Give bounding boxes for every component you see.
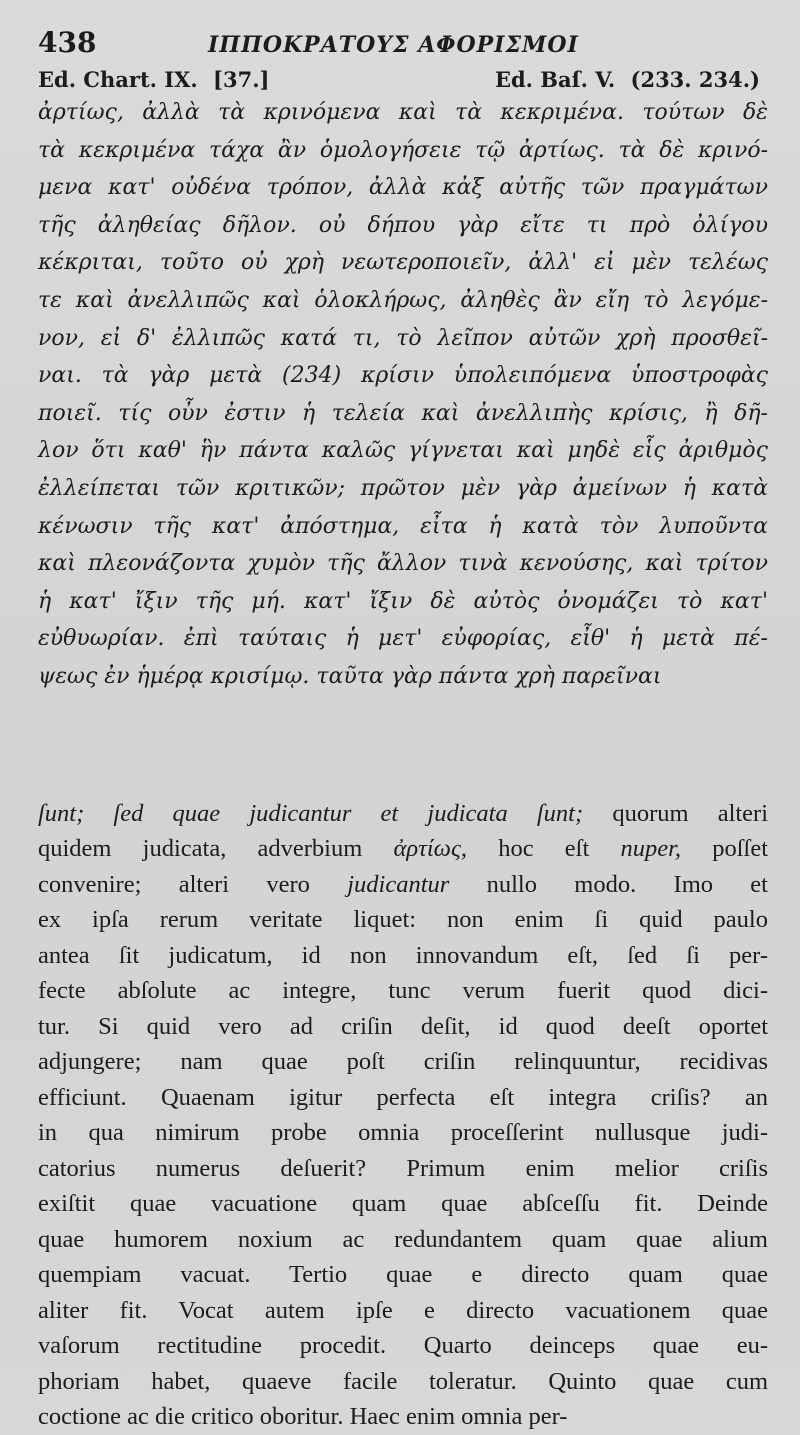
greek-text [38, 94, 768, 696]
latin-text [38, 796, 768, 1435]
latin-line: fecte abſolute ac integre, tunc verum fuerit quod dici- [38, 977, 768, 1004]
greek-line: ψεως ἐν ἡμέρᾳ κρισίμῳ. ταῦτα γὰρ πάντα χρὴ παρεῖναι [38, 663, 662, 689]
latin-line [38, 831, 768, 867]
latin-phrase: nullo modo. Imo et [486, 870, 768, 898]
greek-line: μενα κατ' οὐδένα τρόπον, ἀλλὰ κἀξ αὐτῆς τῶν πραγμάτων [38, 175, 768, 201]
latin-line [38, 796, 768, 832]
latin-line: coctione ac die critico oboritur. Haec enim omnia per- [38, 1403, 568, 1430]
greek-line: τῆς ἀληθείας δῆλον. οὐ δήπου γὰρ εἴτε τι πρὸ ὀλίγου [38, 212, 768, 238]
latin-line: efficiunt. Quaenam igitur perfecta eſt integra criſis? an [38, 1083, 768, 1111]
latin-line: in qua nimirum probe omnia proceſſerint nullusque judi- [38, 1119, 768, 1146]
greek-line: κένωσιν τῆς κατ' ἀπόστημα, εἶτα ἡ κατὰ τὸν λυποῦντα [38, 513, 768, 539]
greek-line: ναι. τὰ γὰρ μετὰ (234) κρίσιν ὑπολειπόμενα ὑποστροφὰς [38, 363, 768, 389]
greek-line: νον, εἰ δ' ἐλλιπῶς κατά τι, τὸ λεῖπον αὐτῶν χρὴ προσθεῖ- [38, 325, 768, 351]
greek-line: καὶ πλεονάζοντα χυμὸν τῆς ἄλλον τινὰ κενούσης, καὶ τρίτον [38, 551, 768, 577]
greek-line: κέκριται, τοῦτο οὐ χρὴ νεωτεροποιεῖν, ἀλλ' εἰ μὲν τελέως [38, 250, 768, 276]
latin-line: tur. Si quid vero ad criſin deſit, id quod deeſt oportet [38, 1012, 768, 1040]
basel-page: (233. 234.) [630, 67, 760, 92]
greek-word: ἀρτίως, [393, 835, 468, 862]
greek-line: ἀρτίως, ἀλλὰ τὰ κρινόμενα καὶ τὰ κεκριμένα. τούτων δὲ [38, 100, 768, 125]
greek-line: ἡ κατ' ἴξιν τῆς μή. κατ' ἴξιν δὲ αὐτὸς ὀνομάζει τὸ κατ' [38, 588, 768, 614]
greek-line: λον ὅτι καθ' ἣν πάντα καλῶς γίγνεται καὶ μηδὲ εἷς ἀριθμὸς [38, 438, 768, 464]
latin-line: quae humorem noxium ac redundantem quam quae alium [38, 1225, 768, 1253]
chartier-edition: Ed. Chart. IX. [38, 67, 198, 92]
latin-phrase: poſſet [712, 835, 769, 862]
latin-line: exiſtit quae vacuatione quam quae abſceſſu fit. Deinde [38, 1190, 768, 1217]
greek-line: τὰ κεκριμένα τάχα ἂν ὁμολογήσειε τῷ ἀρτίως. τὰ δὲ κρινό- [38, 137, 768, 163]
greek-line: τε καὶ ἀνελλιπῶς καὶ ὁλοκλήρως, ἀληθὲς ἂν εἴη τὸ λεγόμε- [38, 287, 768, 313]
latin-line [38, 867, 768, 903]
latin-line: catorius numerus deſuerit? Primum enim melior criſis [38, 1154, 768, 1182]
latin-line: vaſorum rectitudine procedit. Quarto deinceps quae eu- [38, 1332, 768, 1359]
latin-line: ex ipſa rerum veritate liquet: non enim ſi quid paulo [38, 906, 768, 933]
page-header [38, 26, 768, 66]
column-gap [38, 696, 768, 796]
latin-line: antea ſit judicatum, id non innovandum eſt, ſed ſi per- [38, 941, 768, 969]
chartier-page: [37.] [213, 67, 270, 92]
latin-line: phoriam habet, quaeve facile toleratur. Quinto quae cum [38, 1367, 768, 1395]
greek-line: εὐθυωρίαν. ἐπὶ ταύταις ἡ μετ' εὐφορίας, εἶθ' ἡ μετὰ πέ- [38, 626, 768, 652]
greek-line: ποιεῖ. τίς οὖν ἐστιν ἡ τελεία καὶ ἀνελλιπὴς κρίσις, ἢ δῆ- [38, 400, 768, 426]
latin-phrase: quorum alteri [612, 799, 769, 827]
greek-line: ἐλλείπεται τῶν κριτικῶν; πρῶτον μὲν γὰρ ἀμείνων ἡ κατὰ [38, 475, 768, 501]
latin-line: adjungere; nam quae poſt criſin relinquuntur, recidivas [38, 1048, 768, 1075]
latin-phrase: hoc eſt [498, 835, 590, 862]
edition-references [38, 66, 768, 94]
latin-italic-phrase: ſunt; ſed quae judicantur et judicata ſunt; [38, 799, 584, 827]
latin-phrase: quidem judicata, adverbium [38, 835, 363, 862]
latin-italic-phrase: nuper, [620, 835, 682, 862]
page-number: 438 [38, 26, 97, 59]
basel-reference [495, 66, 768, 94]
latin-italic-phrase: judicantur [347, 870, 450, 898]
chartier-reference [38, 66, 277, 94]
running-title: ΙΠΠΟΚΡΑΤΟΥΣ ΑΦΟΡΙΣΜΟΙ [208, 32, 579, 58]
latin-line: aliter fit. Vocat autem ipſe e directo vacuationem quae [38, 1296, 768, 1324]
basel-edition: Ed. Baſ. V. [494, 67, 616, 92]
latin-line: quempiam vacuat. Tertio quae e directo quam quae [38, 1261, 768, 1288]
latin-phrase: convenire; alteri vero [38, 870, 310, 898]
